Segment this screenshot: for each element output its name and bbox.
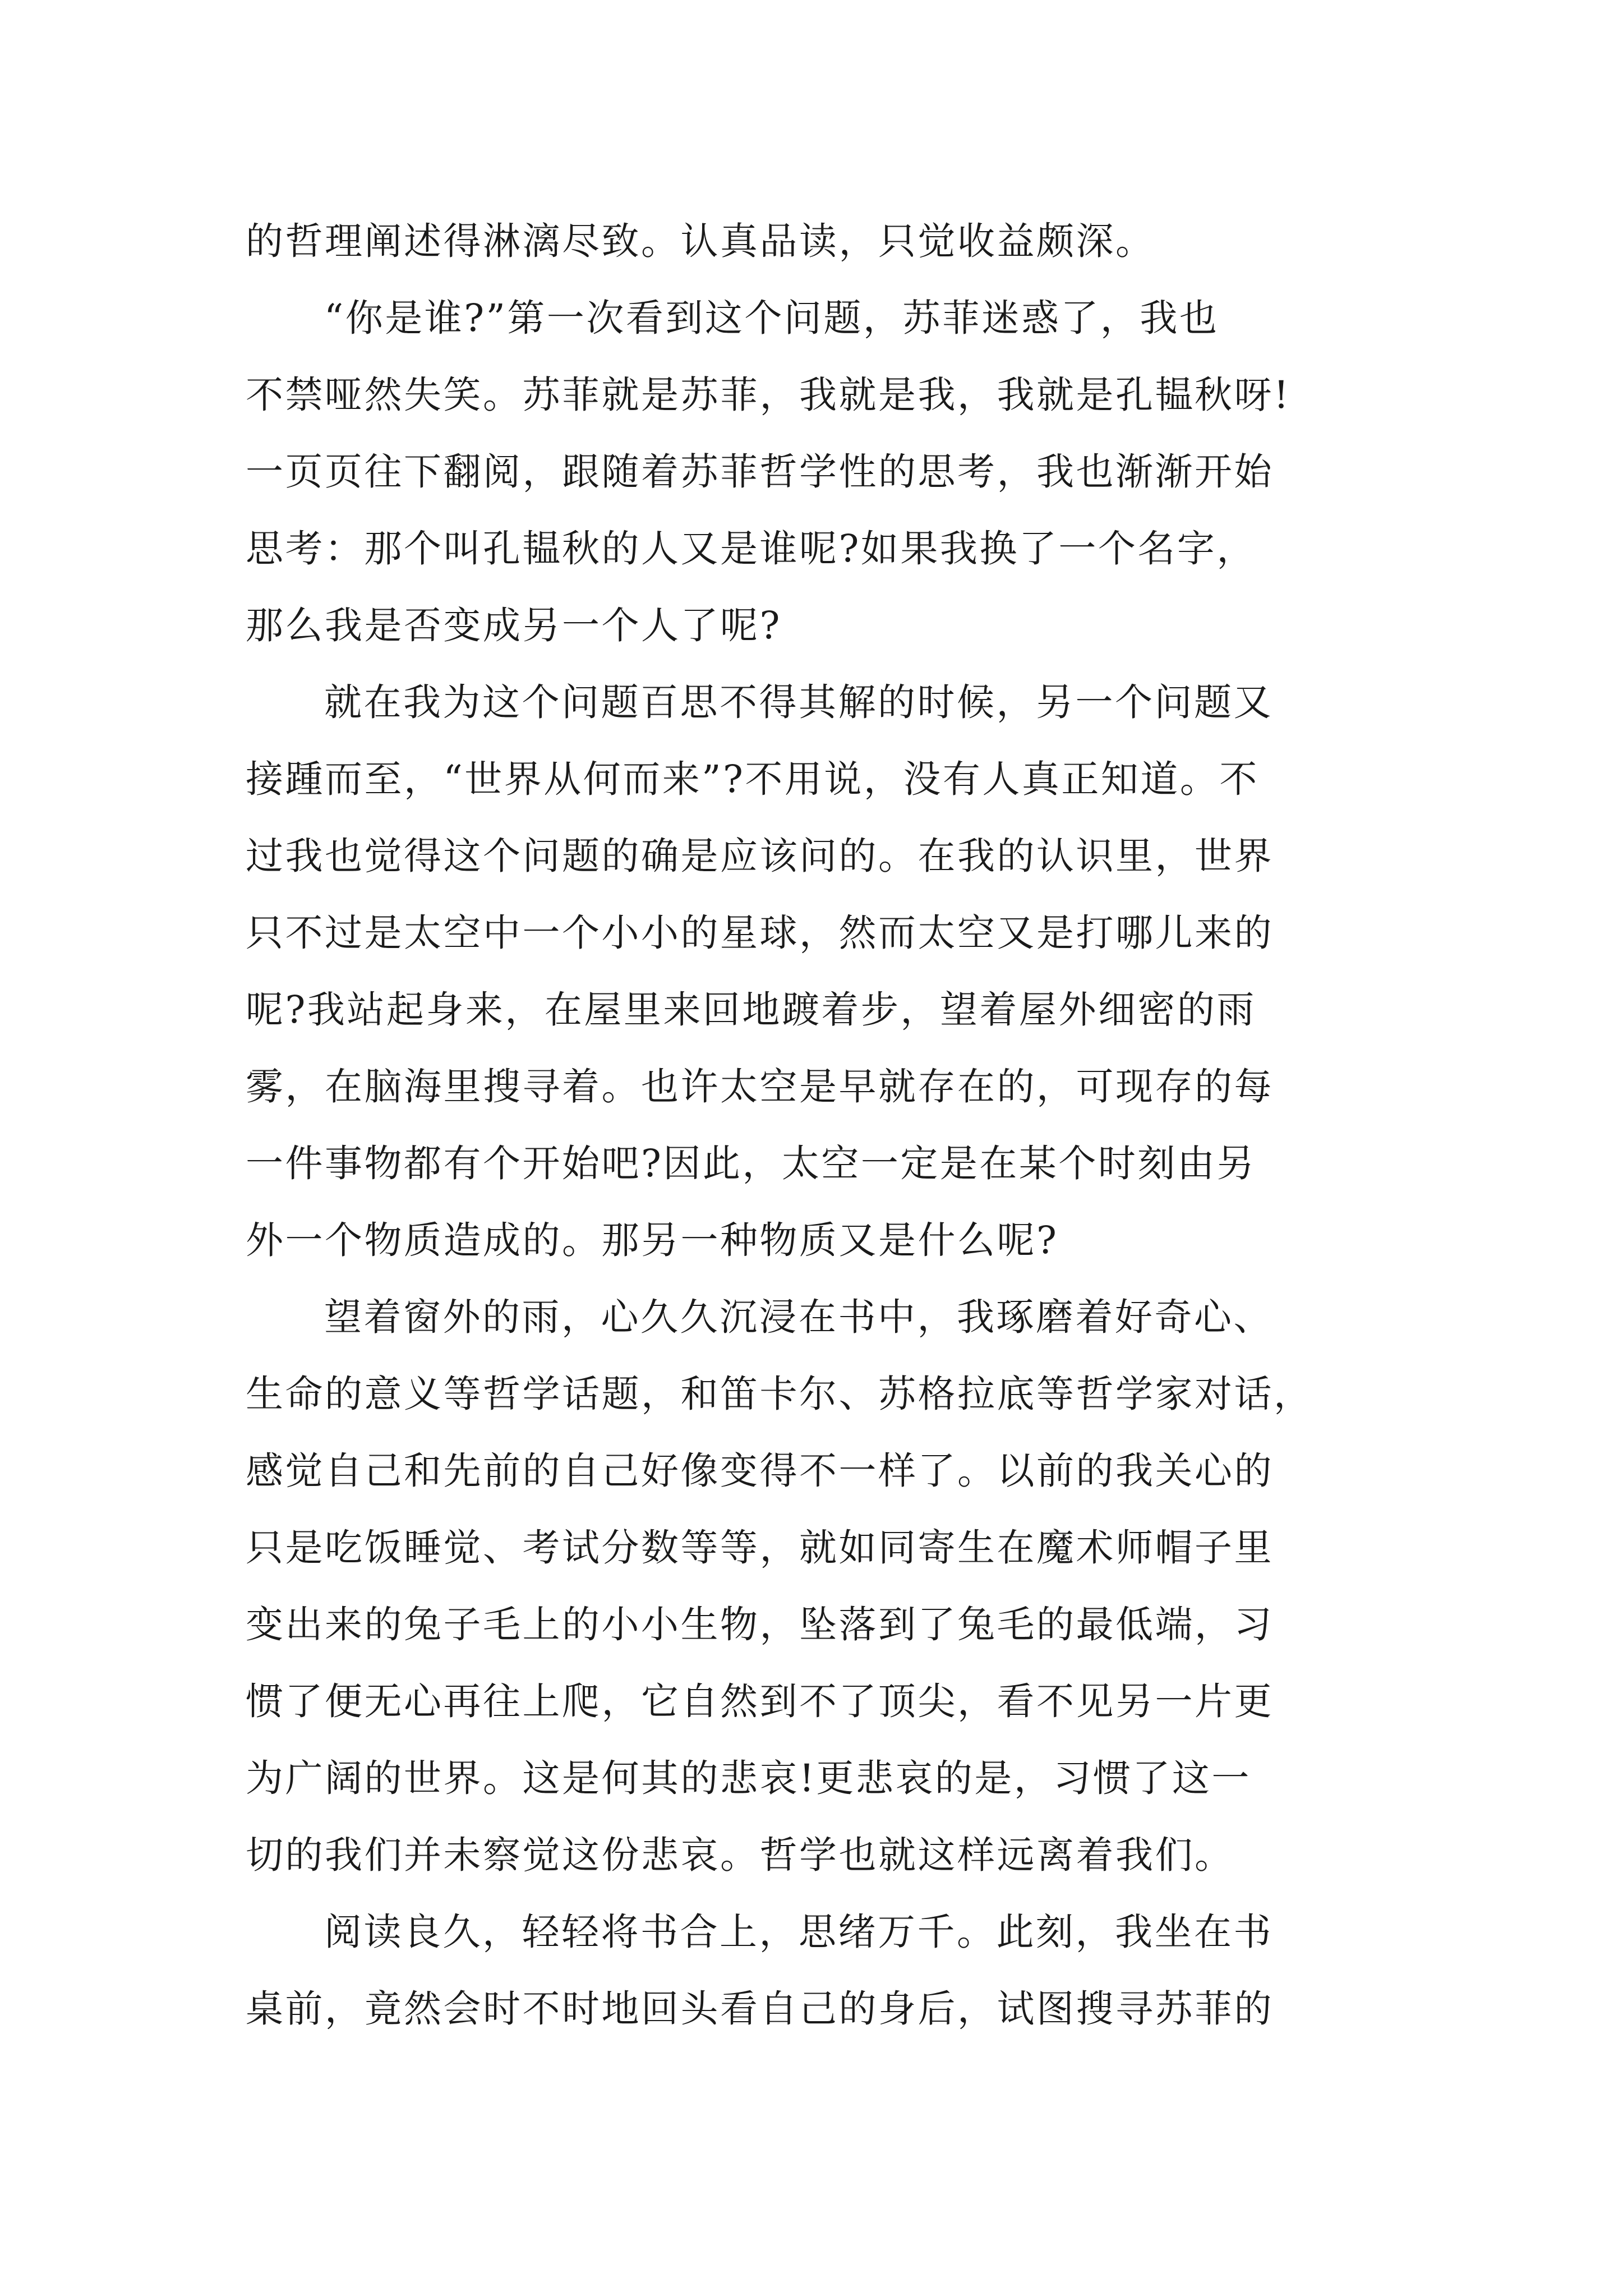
text-line: 切的我们并未察觉这份悲哀。哲学也就这样远离着我们。 [246, 1833, 1234, 1877]
text-line: 只是吃饭睡觉、考试分数等等，就如同寄生在魔术师帽子里 [246, 1526, 1274, 1570]
paragraph-first-line: 就在我为这个问题百思不得其解的时候，另一个问题又 [324, 680, 1273, 724]
text-line: 过我也觉得这个问题的确是应该问的。在我的认识里，世界 [246, 834, 1274, 878]
text-line: 那么我是否变成另一个人了呢? [246, 604, 782, 647]
text-line: 不禁哑然失笑。苏菲就是苏菲，我就是我，我就是孔韫秋呀! [246, 373, 1291, 417]
text-line: 的哲理阐述得淋漓尽致。认真品读，只觉收益颇深。 [246, 219, 1155, 263]
text-line: 外一个物质造成的。那另一种物质又是什么呢? [246, 1218, 1059, 1262]
text-line: 感觉自己和先前的自己好像变得不一样了。以前的我关心的 [246, 1449, 1274, 1493]
text-line: 思考：那个叫孔韫秋的人又是谁呢?如果我换了一个名字， [246, 527, 1256, 570]
text-line: 桌前，竟然会时不时地回头看自己的身后，试图搜寻苏菲的 [246, 1987, 1274, 2031]
text-line: 接踵而至，“世界从何而来”?不用说，没有人真正知道。不 [246, 757, 1259, 801]
text-line: 为广阔的世界。这是何其的悲哀!更悲哀的是，习惯了这一 [246, 1756, 1251, 1800]
text-line: 雾，在脑海里搜寻着。也许太空是早就存在的，可现存的每 [246, 1065, 1274, 1108]
text-line: 呢?我站起身来，在屋里来回地踱着步，望着屋外细密的雨 [246, 988, 1256, 1032]
text-line: 一件事物都有个开始吧?因此，太空一定是在某个时刻由另 [246, 1142, 1256, 1185]
text-line: 变出来的兔子毛上的小小生物，坠落到了兔毛的最低端，习 [246, 1603, 1274, 1646]
text-line: 生命的意义等哲学话题，和笛卡尔、苏格拉底等哲学家对话， [246, 1372, 1313, 1416]
paragraph-first-line: 阅读良久，轻轻将书合上，思绪万千。此刻，我坐在书 [324, 1910, 1273, 1954]
text-line: 只不过是太空中一个小小的星球，然而太空又是打哪儿来的 [246, 911, 1274, 955]
paragraph-first-line: 望着窗外的雨，心久久沉浸在书中，我琢磨着好奇心、 [324, 1295, 1273, 1339]
essay-body [246, 203, 1384, 2047]
text-line: 一页页往下翻阅，跟随着苏菲哲学性的思考，我也渐渐开始 [246, 450, 1274, 494]
text-line: 惯了便无心再往上爬，它自然到不了顶尖，看不见另一片更 [246, 1680, 1274, 1723]
paragraph-first-line: “你是谁?”第一次看到这个问题，苏菲迷惑了，我也 [324, 296, 1219, 340]
